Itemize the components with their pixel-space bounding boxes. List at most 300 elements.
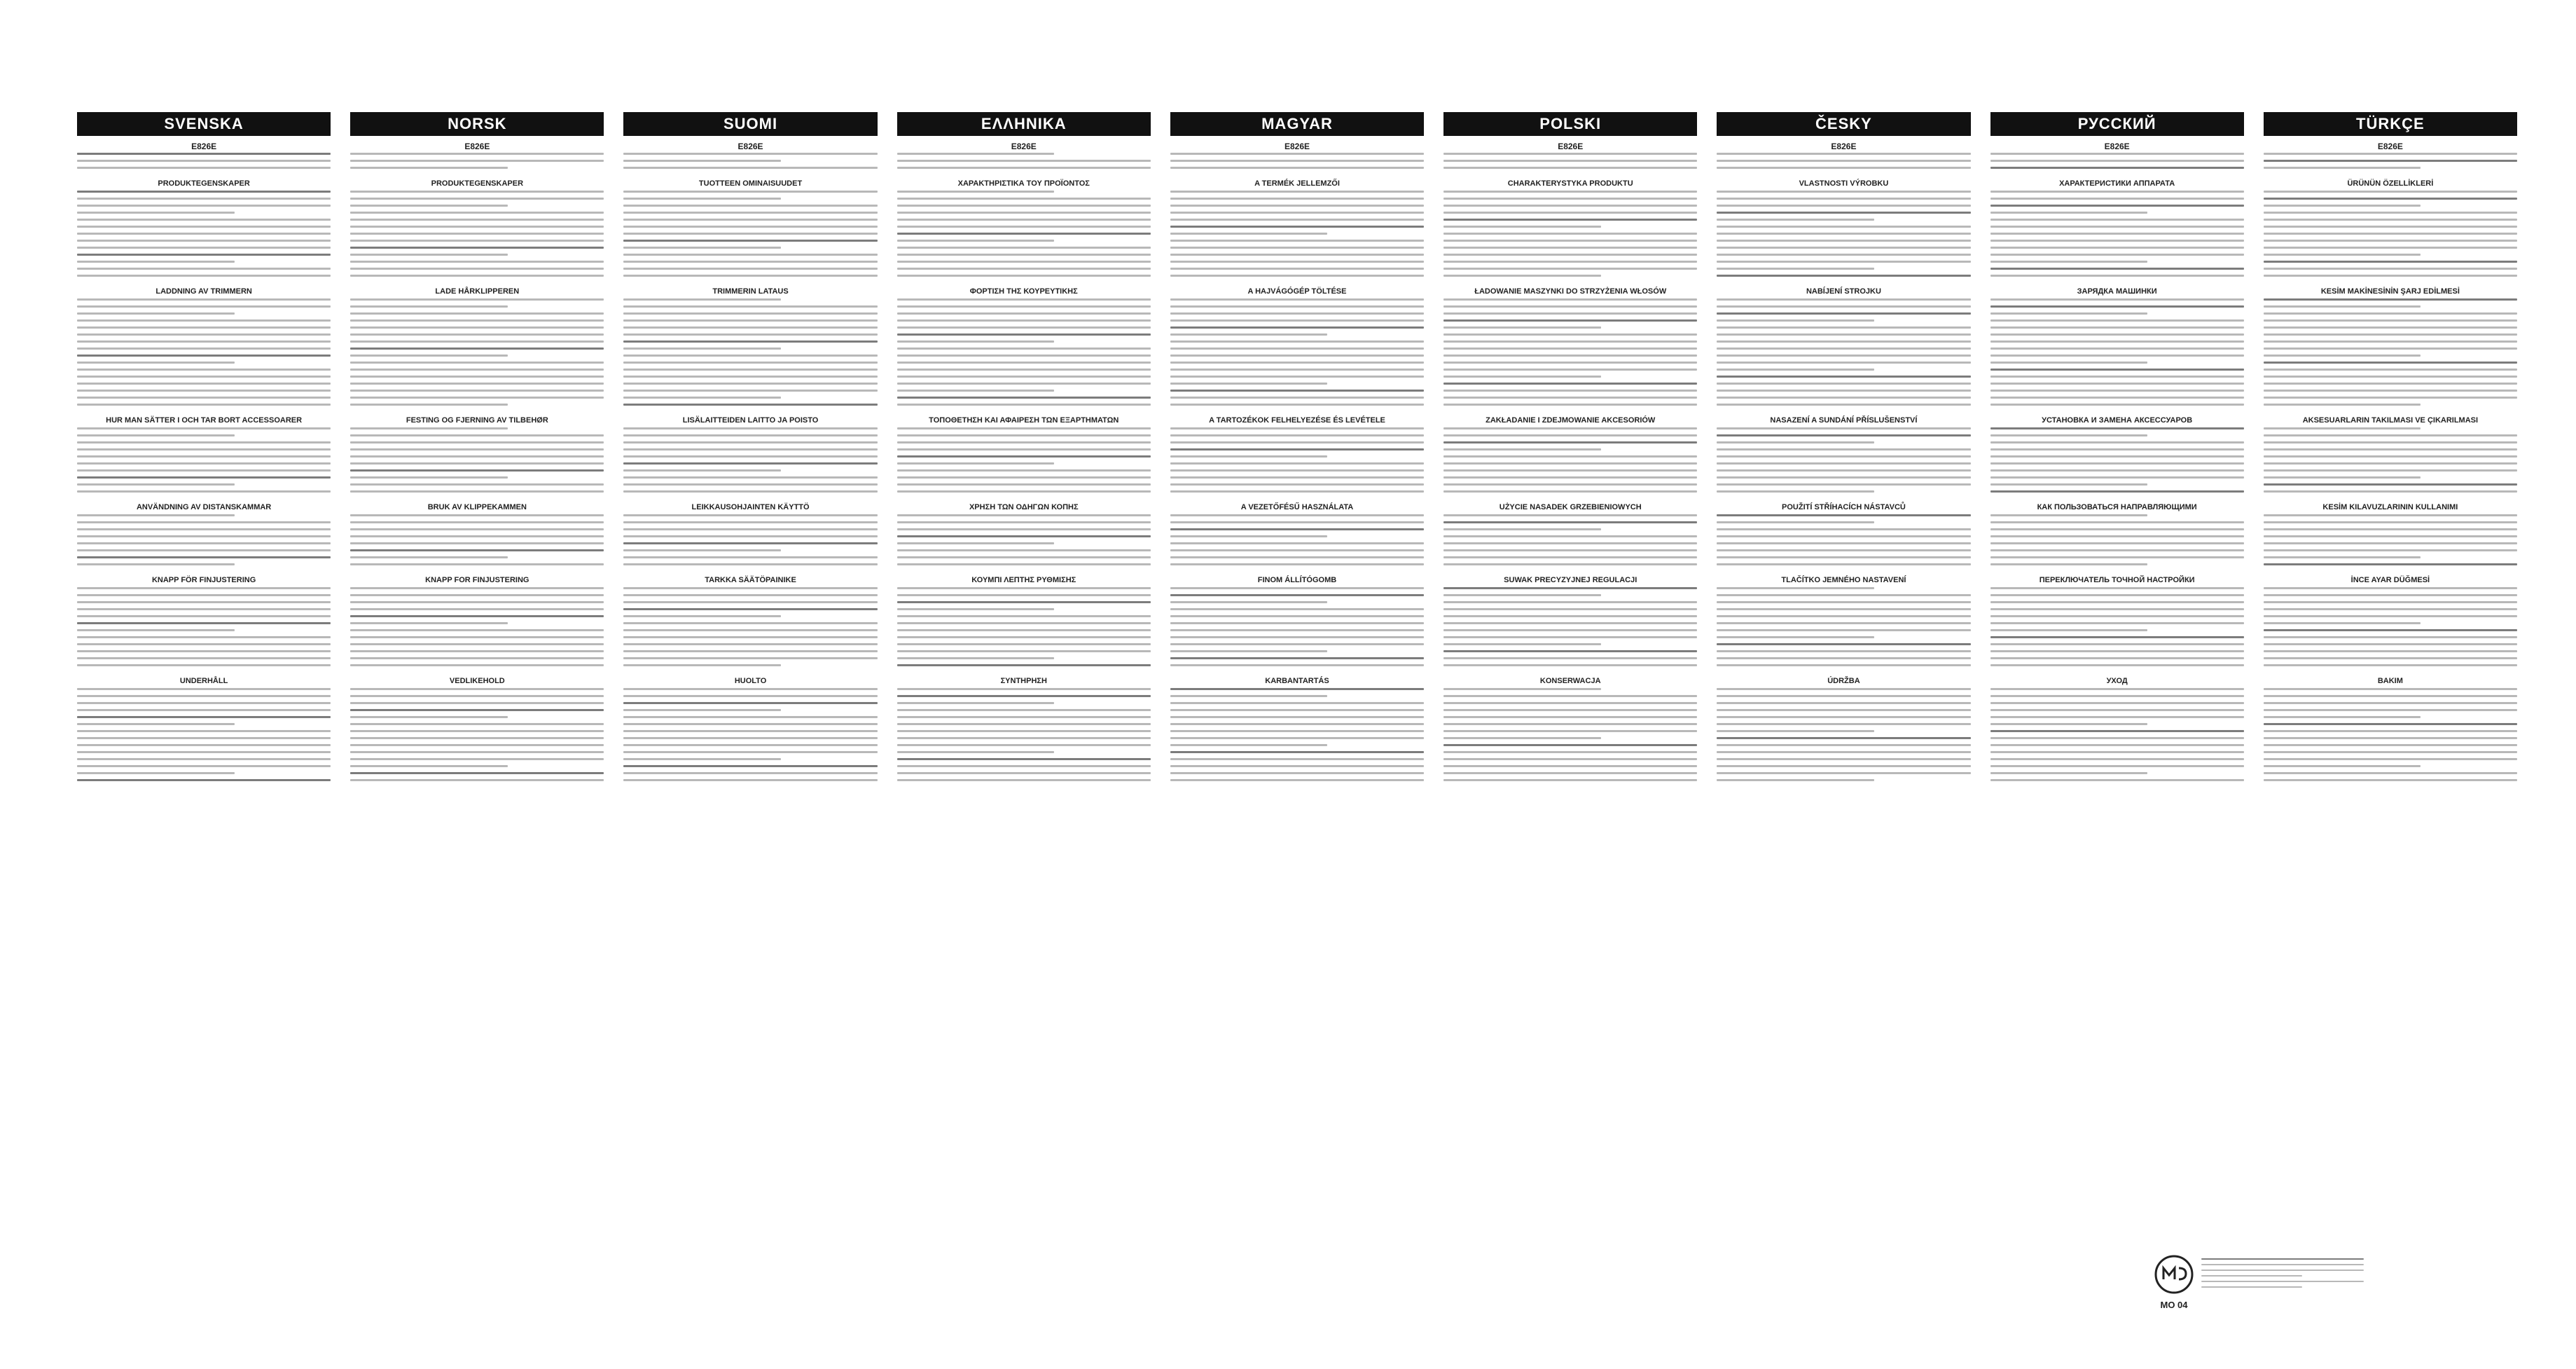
text-line bbox=[1170, 376, 1424, 378]
section-body bbox=[1443, 191, 1697, 282]
text-line bbox=[1990, 376, 2244, 378]
text-line bbox=[623, 657, 877, 659]
text-line bbox=[77, 376, 331, 378]
text-line bbox=[897, 650, 1151, 652]
text-line bbox=[2264, 240, 2517, 242]
text-line bbox=[350, 355, 508, 357]
text-line bbox=[623, 587, 877, 589]
text-line bbox=[1990, 521, 2244, 523]
text-line bbox=[1443, 376, 1601, 378]
section-heading: VLASTNOSTI VÝROBKU bbox=[1799, 179, 1889, 188]
text-line bbox=[2264, 657, 2517, 659]
text-line bbox=[350, 455, 604, 458]
text-line bbox=[350, 483, 604, 486]
text-line bbox=[2264, 695, 2517, 697]
section-heading: ZAKŁADANIE I ZDEJMOWANIE AKCESORIÓW bbox=[1486, 416, 1656, 425]
text-line bbox=[77, 744, 331, 746]
section-heading: КАК ПОЛЬЗОВАТЬСЯ НАПРАВЛЯЮЩИМИ bbox=[2037, 503, 2197, 511]
text-line bbox=[1443, 758, 1697, 760]
text-line bbox=[1990, 362, 2148, 364]
section-heading: ÜRÜNÜN ÖZELLİKLERİ bbox=[2347, 179, 2434, 188]
section-heading: УХОД bbox=[2106, 677, 2128, 685]
text-line bbox=[623, 730, 877, 732]
text-line bbox=[2264, 521, 2517, 523]
text-line bbox=[2264, 563, 2517, 565]
text-line bbox=[77, 362, 235, 364]
text-line bbox=[1717, 312, 1970, 315]
text-line bbox=[623, 615, 781, 617]
text-line bbox=[2264, 483, 2517, 486]
text-line bbox=[2264, 608, 2517, 610]
text-line bbox=[350, 528, 604, 530]
section-body bbox=[350, 191, 604, 282]
text-line bbox=[2264, 376, 2517, 378]
section-heading: ÚDRŽBA bbox=[1827, 677, 1860, 685]
text-line bbox=[1717, 167, 1970, 169]
text-line bbox=[897, 275, 1151, 277]
intro-text bbox=[897, 153, 1151, 174]
text-line bbox=[1170, 476, 1424, 479]
text-line bbox=[77, 212, 235, 214]
text-line bbox=[897, 427, 1151, 429]
importer-info bbox=[2201, 1254, 2364, 1292]
text-line bbox=[897, 723, 1151, 725]
certification-block bbox=[2154, 1254, 2364, 1310]
text-line bbox=[350, 650, 604, 652]
text-line bbox=[1717, 404, 1970, 406]
text-line bbox=[1990, 397, 2244, 399]
text-line bbox=[350, 326, 604, 329]
text-line bbox=[1443, 594, 1601, 596]
text-line bbox=[1170, 448, 1424, 450]
text-line bbox=[1717, 779, 1874, 781]
text-line bbox=[1717, 476, 1970, 479]
text-line bbox=[897, 688, 1151, 690]
text-line bbox=[1717, 226, 1970, 228]
text-line bbox=[1717, 765, 1970, 767]
text-line bbox=[1443, 587, 1697, 589]
text-line bbox=[77, 730, 331, 732]
section-body bbox=[1717, 427, 1970, 497]
text-line bbox=[623, 427, 877, 429]
text-line bbox=[1717, 160, 1970, 162]
text-line bbox=[350, 212, 604, 214]
section-body bbox=[897, 587, 1151, 671]
text-line bbox=[350, 462, 604, 465]
text-line bbox=[1990, 608, 2244, 610]
text-line bbox=[77, 240, 331, 242]
section-body bbox=[1990, 298, 2244, 411]
text-line bbox=[350, 198, 604, 200]
text-line bbox=[1717, 191, 1970, 193]
text-line bbox=[1990, 160, 2244, 162]
text-line bbox=[77, 233, 331, 235]
section-body bbox=[1443, 514, 1697, 570]
text-line bbox=[623, 355, 877, 357]
intro-text bbox=[623, 153, 877, 174]
text-line bbox=[1170, 490, 1424, 493]
model-code: E826E bbox=[1284, 142, 1310, 151]
text-line bbox=[1717, 319, 1874, 322]
text-line bbox=[1170, 716, 1424, 718]
text-line bbox=[1443, 535, 1697, 537]
text-line bbox=[897, 528, 1151, 530]
text-line bbox=[1717, 376, 1970, 378]
text-line bbox=[1443, 369, 1697, 371]
text-line bbox=[1170, 657, 1424, 659]
text-line bbox=[2264, 369, 2517, 371]
text-line bbox=[1717, 448, 1970, 450]
text-line bbox=[1443, 219, 1697, 221]
text-line bbox=[1990, 153, 2244, 155]
text-line bbox=[1717, 205, 1970, 207]
text-line bbox=[1990, 198, 2244, 200]
text-line bbox=[2264, 542, 2517, 544]
text-line bbox=[1990, 490, 2244, 493]
text-line bbox=[350, 261, 604, 263]
section-heading: ХАРАКТЕРИСТИКИ АППАРАТА bbox=[2059, 179, 2175, 188]
section-heading: TARKKA SÄÄTÖPAINIKE bbox=[705, 576, 796, 584]
section-heading: ПЕРЕКЛЮЧАТЕЛЬ ТОЧНОЙ НАСТРОЙКИ bbox=[2039, 576, 2195, 584]
text-line bbox=[1443, 153, 1697, 155]
text-line bbox=[2264, 723, 2517, 725]
text-line bbox=[623, 664, 781, 666]
text-line bbox=[1170, 198, 1424, 200]
section-heading: BAKIM bbox=[2377, 677, 2403, 685]
text-line bbox=[1170, 233, 1328, 235]
text-line bbox=[1170, 247, 1424, 249]
text-line bbox=[1443, 601, 1697, 603]
text-line bbox=[897, 737, 1151, 739]
section-heading: FESTING OG FJERNING AV TILBEHØR bbox=[406, 416, 548, 425]
text-line bbox=[897, 664, 1151, 666]
text-line bbox=[1717, 390, 1970, 392]
text-line bbox=[1443, 549, 1697, 551]
text-line bbox=[350, 254, 508, 256]
text-line bbox=[1170, 298, 1424, 301]
text-line bbox=[897, 490, 1151, 493]
text-line bbox=[1170, 219, 1424, 221]
text-line bbox=[1717, 261, 1970, 263]
text-line bbox=[623, 397, 781, 399]
text-line bbox=[350, 441, 604, 443]
section-body bbox=[1170, 688, 1424, 786]
text-line bbox=[1717, 594, 1970, 596]
text-line bbox=[623, 455, 877, 458]
text-line bbox=[1990, 737, 2244, 739]
text-line bbox=[1443, 730, 1697, 732]
text-line bbox=[77, 247, 331, 249]
text-line bbox=[1990, 643, 2244, 645]
text-line bbox=[1990, 528, 2244, 530]
text-line bbox=[350, 622, 508, 624]
text-line bbox=[1170, 404, 1424, 406]
text-line bbox=[897, 657, 1055, 659]
text-line bbox=[2264, 462, 2517, 465]
text-line bbox=[1717, 751, 1970, 753]
text-line bbox=[77, 709, 331, 711]
text-line bbox=[2264, 737, 2517, 739]
section-heading: CHARAKTERYSTYKA PRODUKTU bbox=[1507, 179, 1633, 188]
text-line bbox=[2264, 348, 2517, 350]
text-line bbox=[1990, 514, 2148, 516]
text-line bbox=[2264, 305, 2421, 308]
text-line bbox=[77, 772, 235, 774]
text-line bbox=[2264, 730, 2517, 732]
text-line bbox=[350, 563, 604, 565]
text-line bbox=[1717, 233, 1970, 235]
text-line bbox=[77, 521, 331, 523]
text-line bbox=[1990, 434, 2148, 436]
text-line bbox=[1170, 608, 1424, 610]
text-line bbox=[77, 390, 331, 392]
text-line bbox=[77, 629, 235, 631]
text-line bbox=[897, 340, 1055, 343]
text-line bbox=[350, 751, 604, 753]
text-line bbox=[1443, 348, 1697, 350]
text-line bbox=[350, 716, 508, 718]
text-line bbox=[1170, 514, 1424, 516]
section-heading: ΚΟΥΜΠΙ ΛΕΠΤΗΣ ΡΥΘΜΙΣΗΣ bbox=[971, 576, 1076, 584]
text-line bbox=[1170, 664, 1424, 666]
section-body bbox=[623, 514, 877, 570]
text-line bbox=[1717, 397, 1970, 399]
text-line bbox=[1170, 369, 1424, 371]
text-line bbox=[623, 268, 877, 270]
text-line bbox=[2264, 219, 2517, 221]
text-line bbox=[897, 608, 1055, 610]
text-line bbox=[77, 601, 331, 603]
text-line bbox=[1990, 268, 2244, 270]
text-line bbox=[1990, 333, 2244, 336]
text-line bbox=[1717, 298, 1970, 301]
text-line bbox=[350, 298, 604, 301]
text-line bbox=[1443, 268, 1697, 270]
text-line bbox=[897, 448, 1151, 450]
text-line bbox=[1443, 355, 1697, 357]
model-code: E826E bbox=[738, 142, 763, 151]
language-columns bbox=[77, 112, 2517, 1317]
text-line bbox=[1717, 528, 1970, 530]
text-line bbox=[2264, 355, 2421, 357]
text-line bbox=[897, 298, 1151, 301]
text-line bbox=[2264, 233, 2517, 235]
text-line bbox=[2264, 153, 2517, 155]
text-line bbox=[1990, 441, 2244, 443]
intro-text bbox=[2264, 153, 2517, 174]
text-line bbox=[1990, 723, 2148, 725]
text-line bbox=[1170, 312, 1424, 315]
text-line bbox=[350, 404, 508, 406]
language-title: ΕΛΛΗΝΙΚΑ bbox=[897, 112, 1151, 136]
text-line bbox=[1717, 240, 1970, 242]
text-line bbox=[2264, 362, 2517, 364]
text-line bbox=[1717, 709, 1970, 711]
text-line bbox=[1443, 305, 1697, 308]
section-body bbox=[350, 298, 604, 411]
model-code: E826E bbox=[1558, 142, 1584, 151]
text-line bbox=[897, 483, 1151, 486]
text-line bbox=[77, 615, 331, 617]
text-line bbox=[350, 695, 604, 697]
text-line bbox=[1443, 657, 1697, 659]
text-line bbox=[897, 730, 1151, 732]
section-body bbox=[77, 688, 331, 786]
text-line bbox=[1990, 167, 2244, 169]
text-line bbox=[623, 383, 877, 385]
text-line bbox=[1170, 319, 1424, 322]
text-line bbox=[77, 369, 331, 371]
section-body bbox=[350, 688, 604, 786]
text-line bbox=[1170, 622, 1424, 624]
text-line bbox=[1990, 369, 2244, 371]
section-body bbox=[1990, 191, 2244, 282]
section-body bbox=[2264, 688, 2517, 786]
text-line bbox=[350, 240, 604, 242]
text-line bbox=[350, 490, 604, 493]
text-line bbox=[623, 643, 877, 645]
model-code: E826E bbox=[191, 142, 217, 151]
text-line bbox=[1717, 695, 1970, 697]
text-line bbox=[1990, 758, 2244, 760]
text-line bbox=[1990, 695, 2244, 697]
text-line bbox=[1170, 153, 1424, 155]
text-line bbox=[1170, 751, 1424, 753]
text-line bbox=[1443, 333, 1697, 336]
text-line bbox=[1990, 535, 2244, 537]
section-heading: A TARTOZÉKOK FELHELYEZÉSE ÉS LEVÉTELE bbox=[1209, 416, 1385, 425]
text-line bbox=[1170, 240, 1424, 242]
text-line bbox=[623, 636, 877, 638]
text-line bbox=[350, 226, 604, 228]
text-line bbox=[623, 556, 877, 558]
section-body bbox=[623, 298, 877, 411]
section-heading: AKSESUARLARIN TAKILMASI VE ÇIKARILMASI bbox=[2302, 416, 2479, 425]
text-line bbox=[350, 556, 508, 558]
text-line bbox=[2264, 205, 2421, 207]
text-line bbox=[623, 594, 877, 596]
section-heading: NASAZENÍ A SUNDÁNÍ PŘÍSLUŠENSTVÍ bbox=[1770, 416, 1918, 425]
text-line bbox=[1990, 462, 2244, 465]
text-line bbox=[77, 254, 331, 256]
text-line bbox=[897, 254, 1151, 256]
text-line bbox=[350, 153, 604, 155]
text-line bbox=[897, 355, 1151, 357]
text-line bbox=[897, 758, 1151, 760]
text-line bbox=[1717, 490, 1874, 493]
text-line bbox=[897, 441, 1151, 443]
section-heading: PRODUKTEGENSKAPER bbox=[431, 179, 524, 188]
text-line bbox=[897, 751, 1055, 753]
text-line bbox=[1443, 312, 1697, 315]
text-line bbox=[1170, 556, 1424, 558]
text-line bbox=[1443, 427, 1697, 429]
text-line bbox=[1443, 404, 1697, 406]
text-line bbox=[350, 312, 604, 315]
text-line bbox=[1990, 448, 2244, 450]
text-line bbox=[897, 191, 1055, 193]
text-line bbox=[77, 563, 235, 565]
text-line bbox=[897, 153, 1055, 155]
text-line bbox=[350, 333, 604, 336]
section-heading: UNDERHÅLL bbox=[179, 677, 228, 685]
section-body bbox=[77, 514, 331, 570]
section-heading: TLAČÍTKO JEMNÉHO NASTAVENÍ bbox=[1781, 576, 1906, 584]
text-line bbox=[1717, 247, 1970, 249]
text-line bbox=[1443, 390, 1697, 392]
text-line bbox=[897, 601, 1151, 603]
text-line bbox=[623, 608, 877, 610]
section-body bbox=[1170, 298, 1424, 411]
text-line bbox=[623, 469, 781, 472]
text-line bbox=[1717, 362, 1970, 364]
text-line bbox=[350, 521, 604, 523]
section-heading: ΦΟΡΤΙΣΗ ΤΗΣ ΚΟΥΡΕΥΤΙΚΗΣ bbox=[969, 287, 1078, 296]
text-line bbox=[1990, 542, 2244, 544]
text-line bbox=[77, 779, 331, 781]
section-body bbox=[77, 427, 331, 497]
text-line bbox=[897, 219, 1151, 221]
section-body bbox=[897, 427, 1151, 497]
text-line bbox=[77, 226, 331, 228]
text-line bbox=[2264, 528, 2517, 530]
text-line bbox=[1717, 462, 1970, 465]
text-line bbox=[2264, 427, 2421, 429]
text-line bbox=[77, 333, 331, 336]
text-line bbox=[77, 434, 235, 436]
text-line bbox=[1717, 716, 1970, 718]
text-line bbox=[77, 160, 331, 162]
text-line bbox=[77, 261, 235, 263]
language-column bbox=[77, 112, 331, 1317]
text-line bbox=[897, 462, 1055, 465]
text-line bbox=[77, 758, 331, 760]
section-heading: ANVÄNDNING AV DISTANSKAMMAR bbox=[136, 503, 272, 511]
text-line bbox=[1443, 622, 1697, 624]
section-body bbox=[2264, 514, 2517, 570]
text-line bbox=[1443, 664, 1697, 666]
text-line bbox=[77, 198, 331, 200]
language-title: РУССКИЙ bbox=[1990, 112, 2244, 136]
text-line bbox=[1170, 594, 1424, 596]
text-line bbox=[350, 636, 604, 638]
text-line bbox=[1170, 268, 1424, 270]
text-line bbox=[350, 383, 604, 385]
text-line bbox=[1170, 462, 1424, 465]
text-line bbox=[350, 319, 604, 322]
section-body bbox=[1990, 514, 2244, 570]
text-line bbox=[623, 765, 877, 767]
intro-text bbox=[77, 153, 331, 174]
text-line bbox=[897, 629, 1151, 631]
text-line bbox=[1717, 650, 1970, 652]
text-line bbox=[1990, 702, 2244, 704]
text-line bbox=[897, 348, 1151, 350]
text-line bbox=[1170, 772, 1424, 774]
text-line bbox=[350, 601, 604, 603]
text-line bbox=[2264, 261, 2517, 263]
text-line bbox=[897, 376, 1151, 378]
text-line bbox=[1717, 636, 1874, 638]
text-line bbox=[1717, 664, 1970, 666]
text-line bbox=[77, 608, 331, 610]
text-line bbox=[897, 765, 1151, 767]
text-line bbox=[1990, 254, 2244, 256]
language-title: SUOMI bbox=[623, 112, 877, 136]
text-line bbox=[1170, 587, 1424, 589]
text-line bbox=[1170, 737, 1424, 739]
text-line bbox=[77, 312, 235, 315]
